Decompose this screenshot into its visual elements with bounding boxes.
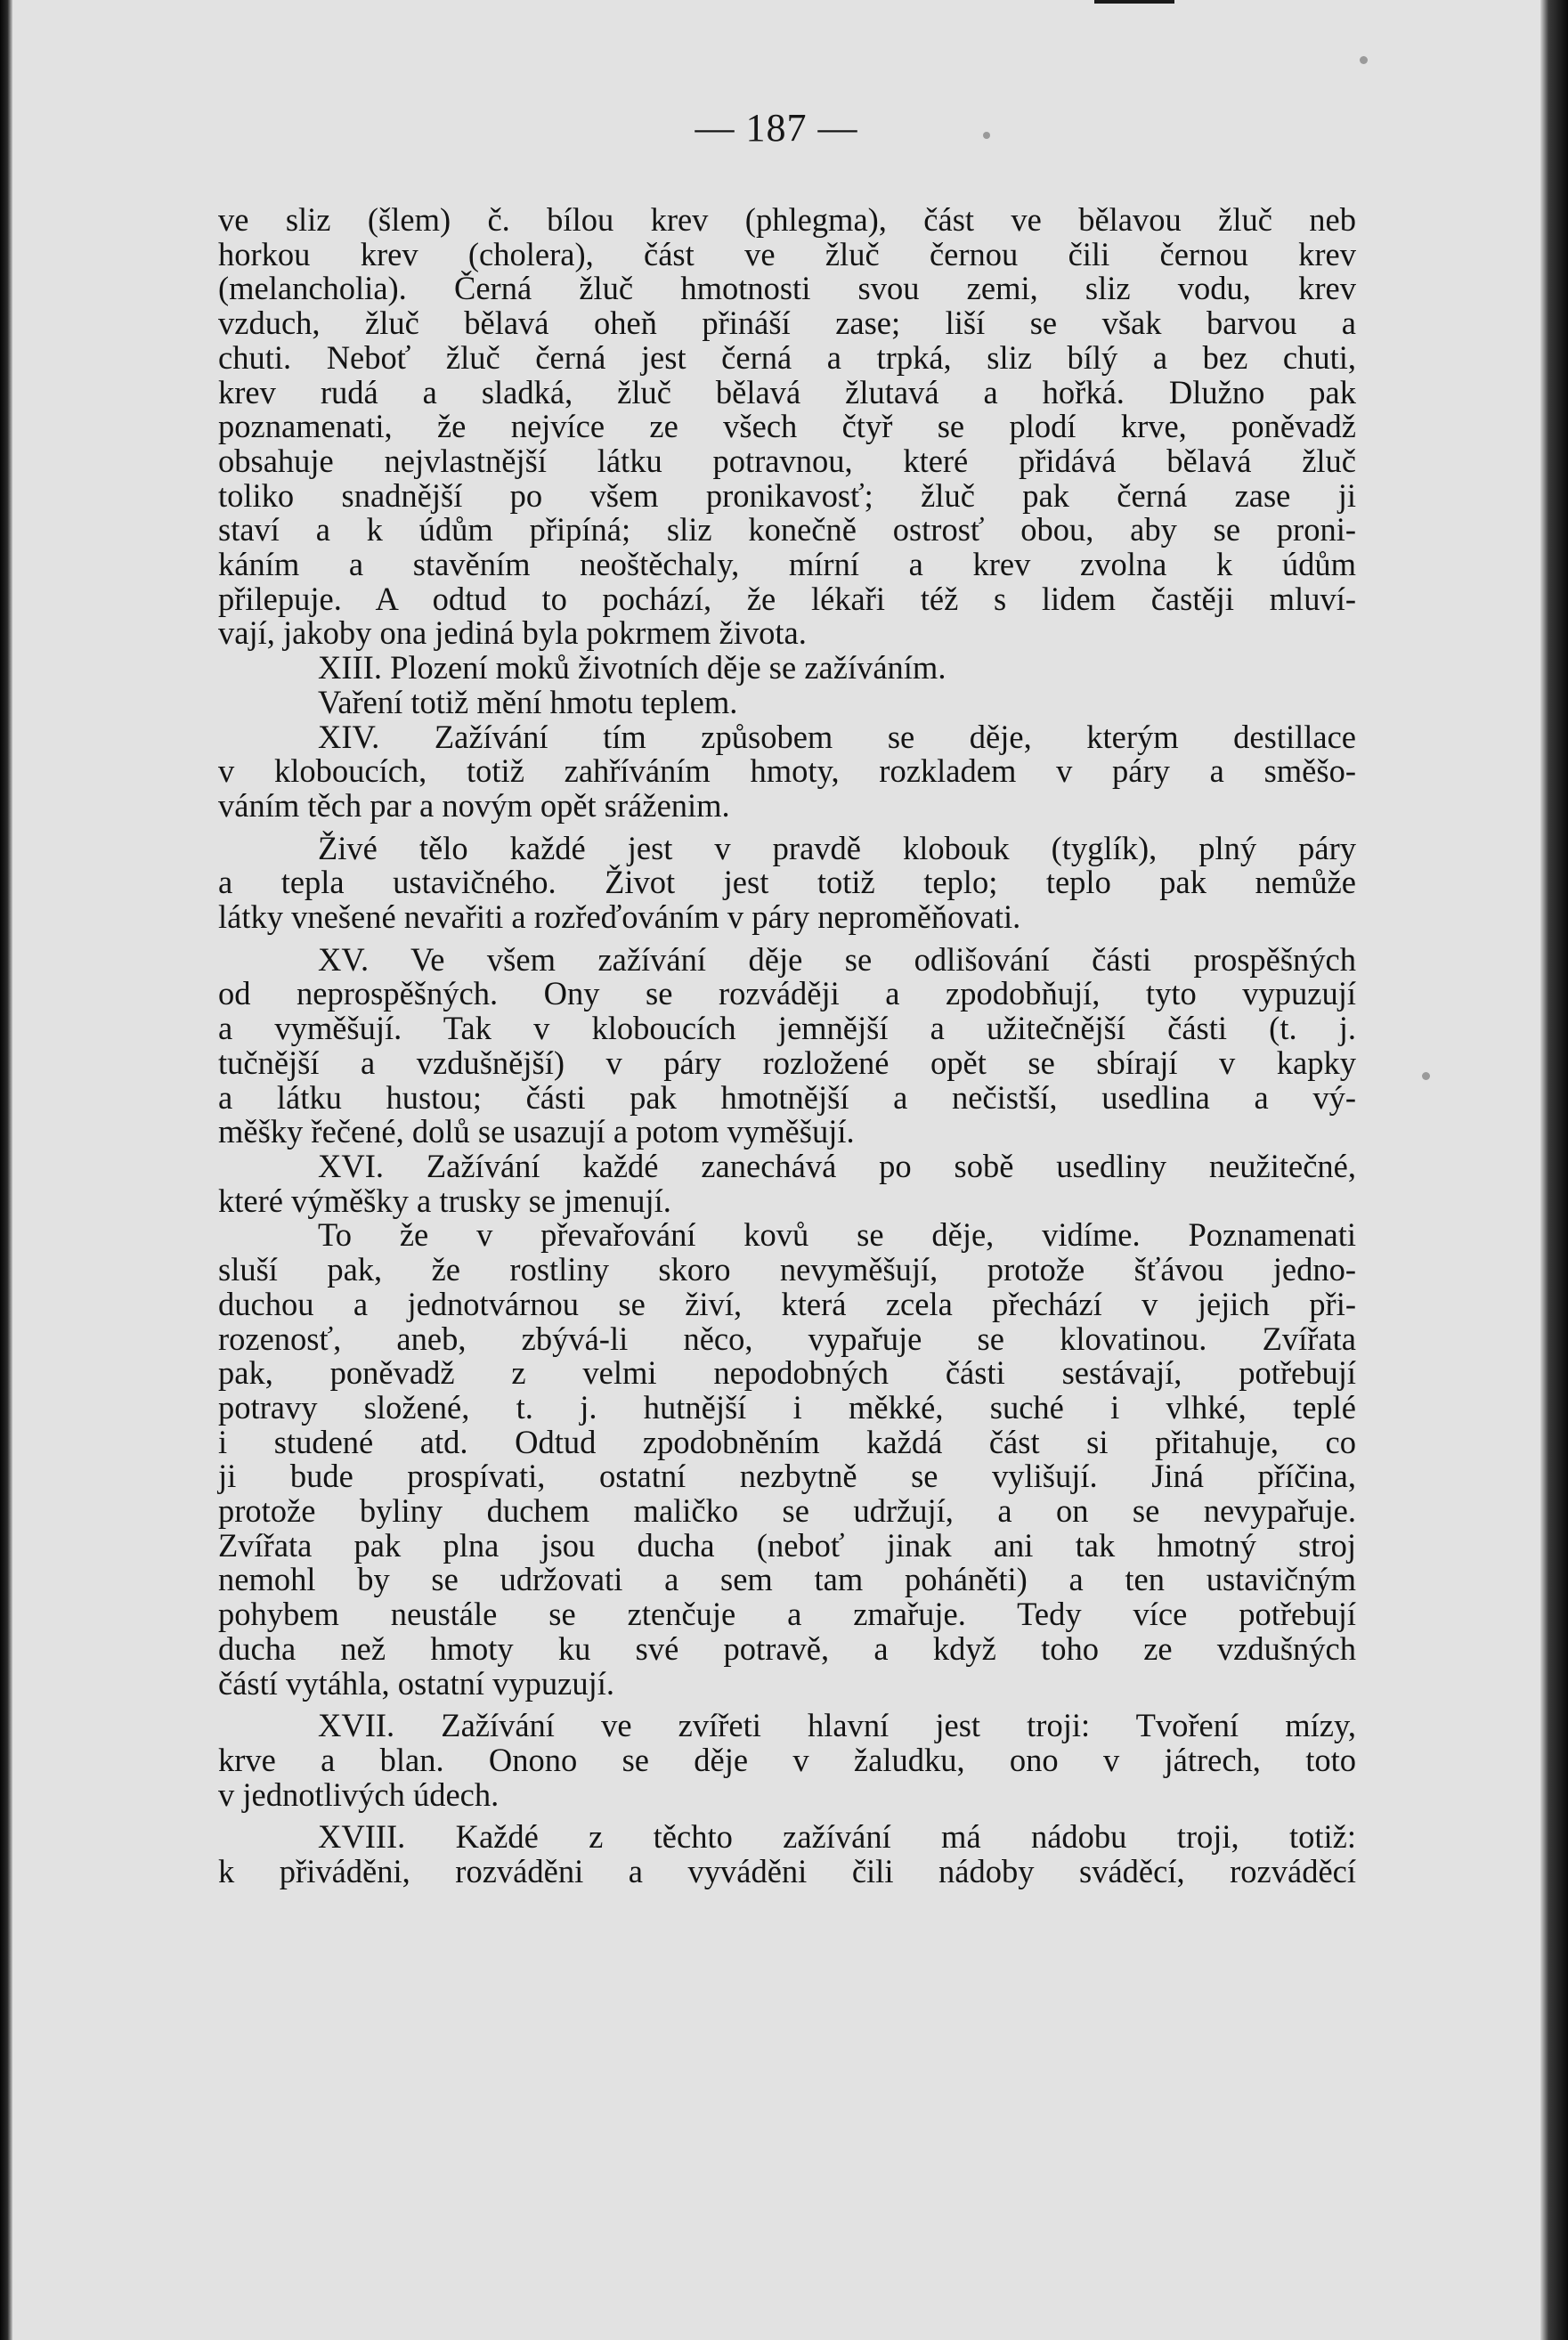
book-page bbox=[12, 0, 1540, 2340]
text-line: částí vytáhla, ostatní vypuzují. bbox=[218, 1664, 615, 1702]
section-heading-xv: XV. Ve všem zažívání děje se odlišování části prospěšných bbox=[318, 940, 1356, 978]
text-line: chuti. Neboť žluč černá jest černá a trpká, sliz bílý a bez chuti, bbox=[218, 338, 1356, 376]
text-line: toliko snadnější po všem pronikavosť; žluč pak černá zase ji bbox=[218, 476, 1356, 514]
text-line: ducha než hmoty ku své potravě, a když toho ze vzdušných bbox=[218, 1629, 1356, 1667]
text-line: To že v převařování kovů se děje, vidíme. Poznamenati bbox=[318, 1216, 1356, 1254]
text-line: měšky řečené, dolů se usazují a potom vyměšují. bbox=[218, 1113, 855, 1150]
scan-speck bbox=[1422, 1072, 1430, 1080]
text-line: a látku hustou; části pak hmotnější a nečistší, usedlina a vý- bbox=[218, 1078, 1356, 1116]
text-line: vají, jakoby ona jediná byla pokrmem života. bbox=[218, 614, 807, 652]
text-line: látky vnešené nevařiti a rozřeďováním v páry neproměňovati. bbox=[218, 898, 1021, 936]
scan-speck bbox=[1360, 56, 1368, 64]
text-line: potravy složené, t. j. hutnější i měkké, suché i vlhké, teplé bbox=[218, 1388, 1356, 1426]
section-heading-xiii: XIII. Plození moků životních děje se zažíváním. bbox=[318, 649, 946, 687]
text-line: pak, poněvadž z velmi nepodobných části sestávají, potřebují bbox=[218, 1354, 1356, 1392]
text-line: vzduch, žluč bělavá oheň přináší zase; liší se však barvou a bbox=[218, 305, 1356, 342]
text-line: a tepla ustavičného. Život jest totiž teplo; teplo pak nemůže bbox=[218, 864, 1356, 901]
text-line: i studené atd. Odtud zpodobněním každá část si přitahuje, co bbox=[218, 1423, 1356, 1460]
text-line: horkou krev (cholera), část ve žluč černou čili černou krev bbox=[218, 235, 1356, 272]
scan-right-edge bbox=[1540, 0, 1568, 2340]
text-line: (melancholia). Černá žluč hmotnosti svou zemi, sliz vodu, krev bbox=[218, 270, 1356, 307]
scan-left-edge bbox=[0, 0, 12, 2340]
text-line: poznamenati, že nejvíce ze všech čtyř se plodí krve, poněvadž bbox=[218, 408, 1356, 445]
text-line: Vaření totiž mění hmotu teplem. bbox=[318, 683, 738, 720]
text-line: v kloboucích, totiž zahříváním hmoty, rozkladem v páry a směšo- bbox=[218, 752, 1356, 790]
text-line: pohybem neustále se ztenčuje a zmařuje. Tedy více potřebují bbox=[218, 1596, 1356, 1633]
text-line: které výměšky a trusky se jmenují. bbox=[218, 1182, 671, 1219]
page-number: — 187 — bbox=[695, 106, 858, 150]
text-line: k přiváděni, rozváděni a vyváděni čili nádoby sváděcí, rozváděcí bbox=[218, 1853, 1356, 1890]
text-line: protože byliny duchem maličko se udržují, a on se nevypařuje. bbox=[218, 1492, 1356, 1530]
scan-artifact bbox=[1094, 0, 1174, 4]
text-line: a vyměšují. Tak v kloboucích jemnější a užitečnější části (t. j. bbox=[218, 1010, 1356, 1047]
text-line: krve a blan. Onono se děje v žaludku, ono v játrech, toto bbox=[218, 1741, 1356, 1778]
section-heading-xvi: XVI. Zažívání každé zanechává po sobě usedliny neužitečné, bbox=[318, 1147, 1356, 1184]
text-line: káním a stavěním neoštěchaly, mírní a krev zvolna k údům bbox=[218, 546, 1356, 583]
text-line: od neprospěšných. Ony se rozváději a zpodobňují, tyto vypuzují bbox=[218, 975, 1356, 1012]
text-line: váním těch par a novým opět sráženim. bbox=[218, 786, 730, 824]
text-line: krev rudá a sladká, žluč bělavá žlutavá a hořká. Dlužno pak bbox=[218, 373, 1356, 410]
text-line: sluší pak, že rostliny skoro nevyměšují, protože šťávou jedno- bbox=[218, 1251, 1356, 1288]
text-line: obsahuje nejvlastnější látku potravnou, které přidává bělavá žluč bbox=[218, 442, 1356, 479]
text-line: staví a k údům připíná; sliz konečně ostrosť obou, aby se proni- bbox=[218, 511, 1356, 548]
text-line: přilepuje. A odtud to pochází, že lékaři též s lidem častěji mluví- bbox=[218, 580, 1356, 617]
section-heading-xvii: XVII. Zažívání ve zvířeti hlavní jest troji: Tvoření mízy, bbox=[318, 1707, 1356, 1744]
text-line: v jednotlivých údech. bbox=[218, 1775, 500, 1813]
text-line: ji bude prospívati, ostatní nezbytně se vylišují. Jiná příčina, bbox=[218, 1458, 1356, 1495]
section-heading-xiv: XIV. Zažívání tím způsobem se děje, kterým destillace bbox=[318, 718, 1356, 755]
text-line: rozenosť, aneb, zbývá-li něco, vypařuje se klovatinou. Zvířata bbox=[218, 1320, 1356, 1357]
text-line: nemohl by se udržovati a sem tam poháněti) a ten ustavičným bbox=[218, 1561, 1356, 1598]
page-body-text bbox=[218, 203, 1356, 1889]
text-line: tučnější a vzdušnější) v páry rozložené opět se sbírají v kapky bbox=[218, 1044, 1356, 1081]
text-line: ve sliz (šlem) č. bílou krev (phlegma), část ve bělavou žluč neb bbox=[218, 201, 1356, 238]
text-line: Živé tělo každé jest v pravdě klobouk (tyglík), plný páry bbox=[318, 829, 1356, 866]
text-line: duchou a jednotvárnou se živí, která zcela přechází v jejich při- bbox=[218, 1285, 1356, 1322]
text-line: Zvířata pak plna jsou ducha (neboť jinak ani tak hmotný stroj bbox=[218, 1526, 1356, 1564]
section-heading-xviii: XVIII. Každé z těchto zažívání má nádobu troji, totiž: bbox=[318, 1818, 1356, 1856]
